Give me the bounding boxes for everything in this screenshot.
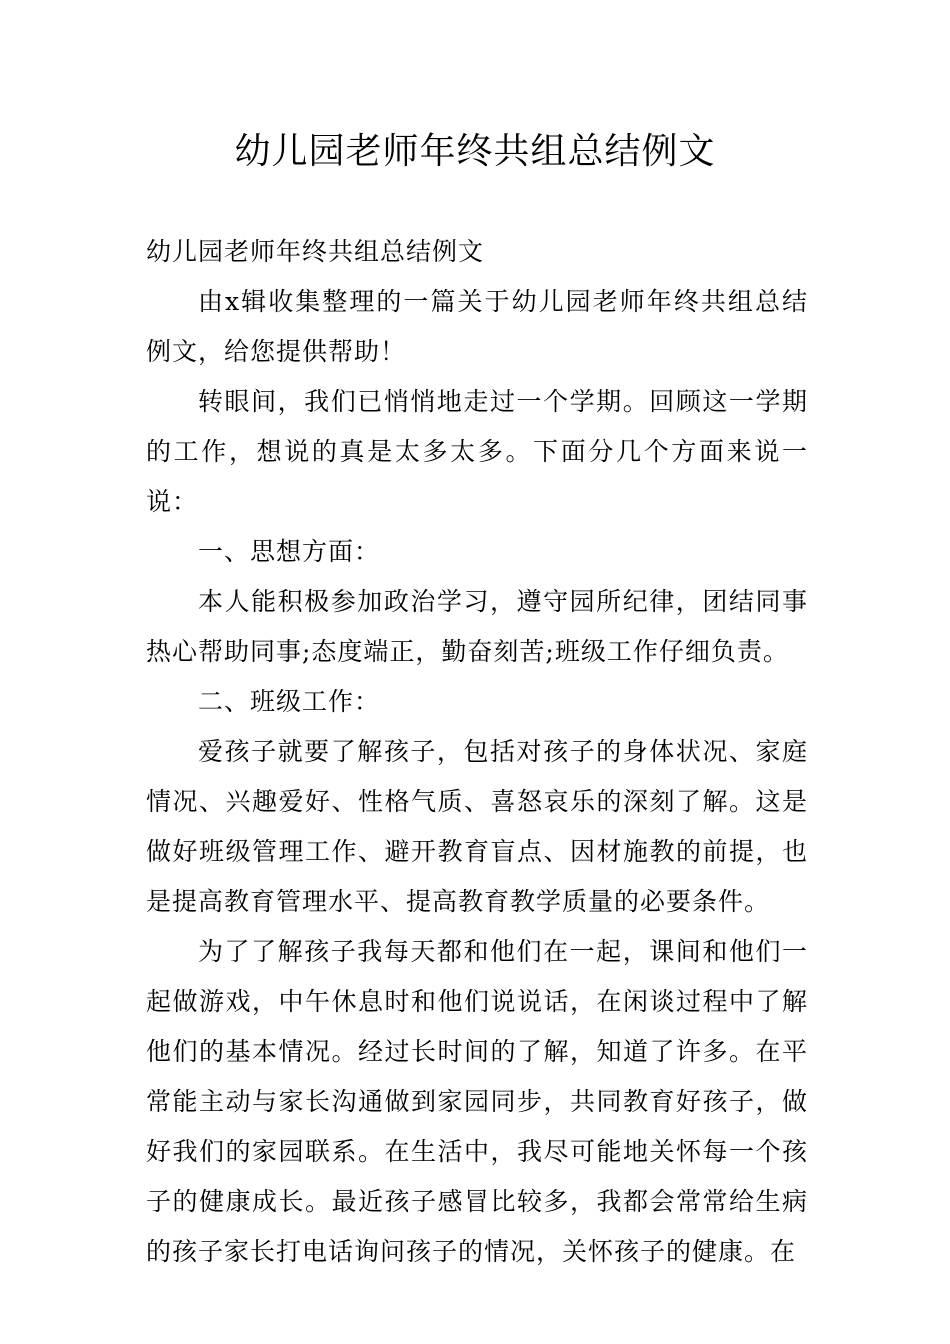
body-heading: 幼儿园老师年终共组总结例文: [146, 237, 485, 266]
section-heading-thought: 一、思想方面：: [198, 537, 381, 566]
document-body: [146, 227, 808, 1277]
paragraph-overview: 转眼间，我们已悄悄地走过一个学期。回顾这一学期的工作，想说的真是太多太多。下面分几个方面来说一说：: [146, 387, 808, 516]
section-heading-class-work: 二、班级工作：: [198, 687, 381, 716]
paragraph-understanding-children: 为了了解孩子我每天都和他们在一起，课间和他们一起做游戏，中午休息时和他们说说话，在闲谈过程中了解他们的基本情况。经过长时间的了解，知道了许多。在平常能主动与家长沟通做到家园同步，共同教育好孩子，做好我们的家园联系。在生活中，我尽可能地关怀每一个孩子的健康成长。最近孩子感冒比较多，我都会常常给生病的孩子家长打电话询问孩子的情况，关怀孩子的健康。在: [146, 937, 808, 1266]
paragraph-class-work: 爱孩子就要了解孩子，包括对孩子的身体状况、家庭情况、兴趣爱好、性格气质、喜怒哀乐的深刻了解。这是做好班级管理工作、避开教育盲点、因材施教的前提，也是提高教育管理水平、提高教育教学质量的必要条件。: [146, 737, 808, 916]
paragraph-thought: 本人能积极参加政治学习，遵守园所纪律，团结同事热心帮助同事;态度端正，勤奋刻苦;班级工作仔细负责。: [146, 587, 808, 666]
paragraph-intro: 由x辑收集整理的一篇关于幼儿园老师年终共组总结例文，给您提供帮助！: [146, 287, 808, 366]
document-title: 幼儿园老师年终共组总结例文: [234, 131, 716, 172]
